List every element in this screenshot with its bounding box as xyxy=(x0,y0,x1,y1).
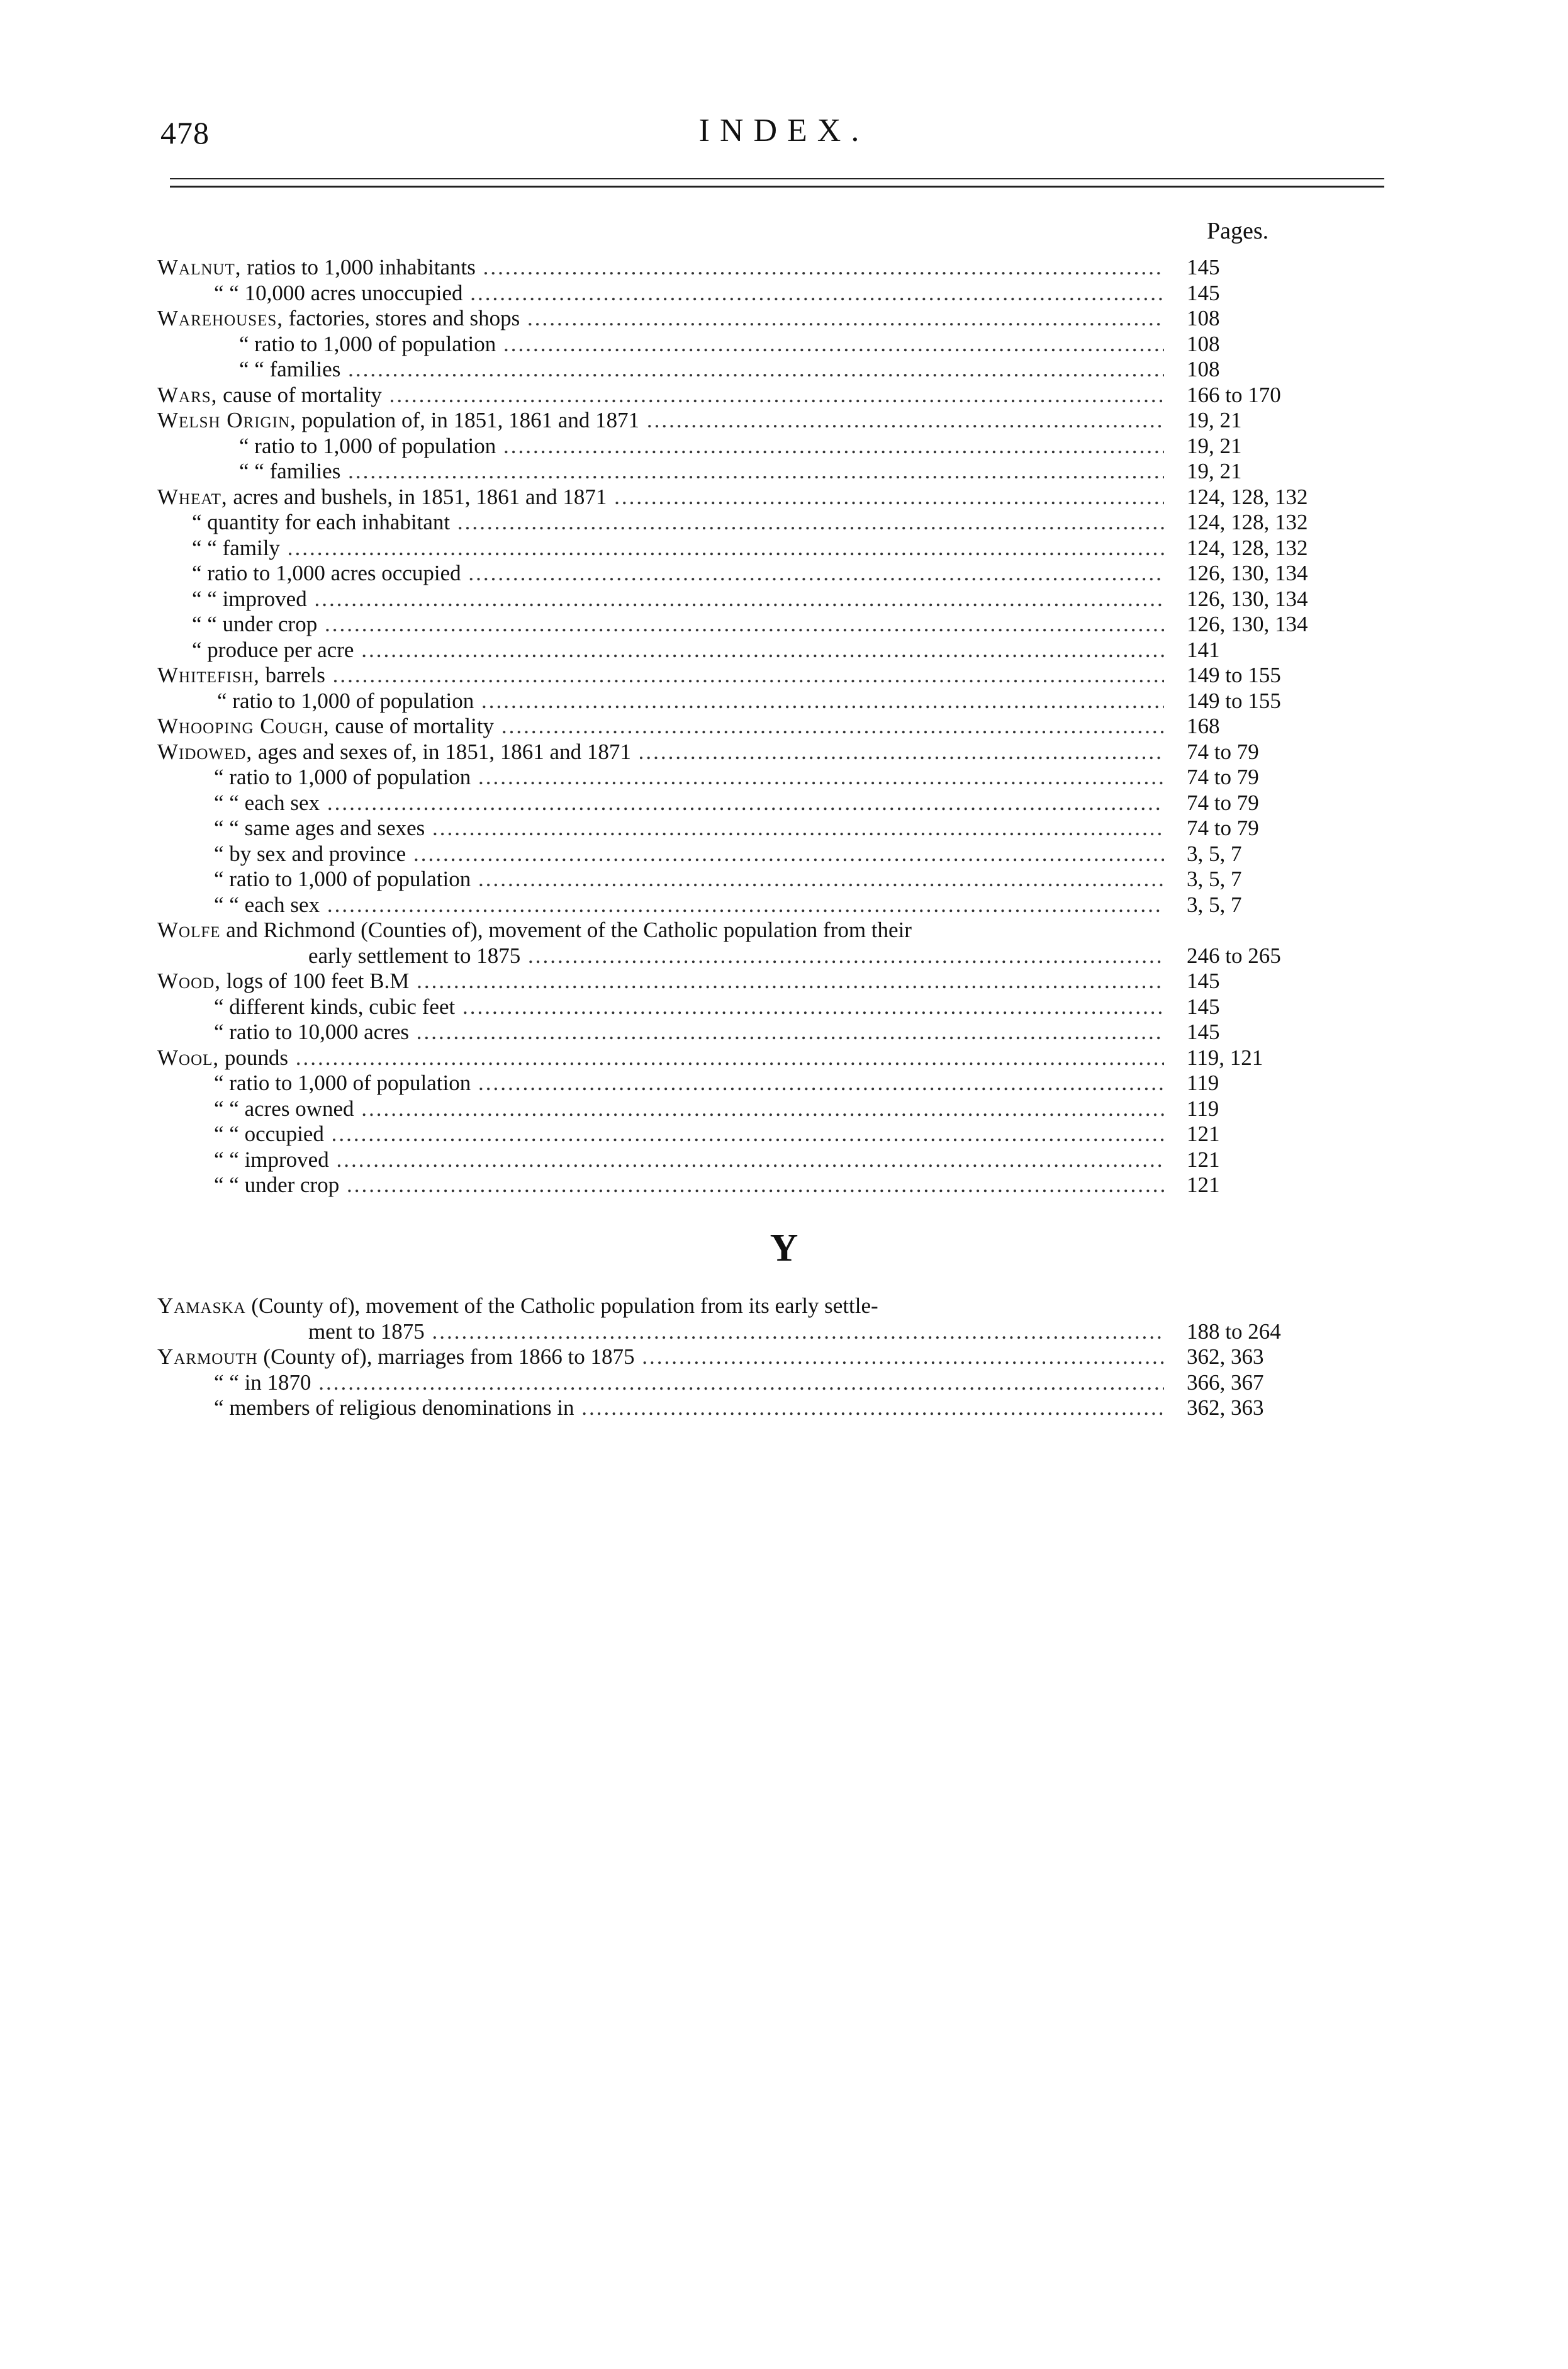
entry-text xyxy=(239,434,1164,459)
entry-subject: (County of), marriages from 1866 to 1875 xyxy=(263,1344,635,1369)
entry-pages: 124, 128, 132 xyxy=(1183,536,1375,561)
entry-pages: 74 to 79 xyxy=(1183,791,1375,816)
entry-pages: 366, 367 xyxy=(1183,1370,1375,1396)
index-entry xyxy=(157,1071,1353,1096)
entry-pages: 121 xyxy=(1183,1147,1375,1173)
entry-heading: Warehouses, xyxy=(157,306,284,330)
index-entry xyxy=(157,689,1353,714)
entry-text xyxy=(157,714,1164,740)
index-entry xyxy=(157,485,1353,510)
index-entry xyxy=(157,587,1353,612)
entry-subject: “ “ acres owned xyxy=(214,1096,354,1121)
entry-subject: “ produce per acre xyxy=(192,637,354,662)
entry-subject: “ different kinds, cubic feet xyxy=(214,994,456,1019)
entry-text xyxy=(214,892,1164,918)
entry-text xyxy=(214,1173,1164,1198)
entry-subject: “ members of religious denominations in xyxy=(214,1395,574,1420)
index-entry xyxy=(157,892,1353,918)
entry-subject: “ “ families xyxy=(239,357,341,381)
entry-subject: “ ratio to 1,000 of population xyxy=(239,433,496,458)
entry-pages: 168 xyxy=(1183,714,1375,740)
entry-subject: “ “ improved xyxy=(192,586,307,611)
entry-text xyxy=(192,561,1164,587)
entry-text xyxy=(157,408,1164,434)
index-entry xyxy=(157,306,1353,332)
index-list-w xyxy=(157,255,1353,1198)
entry-subject: “ “ each sex xyxy=(214,892,320,917)
entry-pages: 3, 5, 7 xyxy=(1183,867,1375,892)
entry-pages: 145 xyxy=(1183,1020,1375,1045)
entry-text xyxy=(214,994,1164,1020)
index-entry xyxy=(157,332,1353,357)
entry-subject: population of, in 1851, 1861 and 1871 xyxy=(301,408,640,432)
index-entry xyxy=(157,383,1353,408)
entry-heading: Whooping Cough, xyxy=(157,714,330,738)
entry-pages: 124, 128, 132 xyxy=(1183,485,1375,510)
index-entry xyxy=(157,867,1353,892)
index-entry xyxy=(157,969,1353,994)
running-title: INDEX. xyxy=(698,113,870,149)
index-entry xyxy=(157,561,1353,587)
entry-heading: Welsh Origin, xyxy=(157,408,296,432)
entry-pages: 3, 5, 7 xyxy=(1183,841,1375,867)
entry-subject: acres and bushels, in 1851, 1861 and 1871 xyxy=(233,484,607,509)
entry-subject: factories, stores and shops xyxy=(288,306,520,330)
index-entry xyxy=(157,408,1353,434)
entry-subject: cause of mortality xyxy=(335,714,495,738)
index-entry xyxy=(157,357,1353,383)
entry-subject: pounds xyxy=(224,1045,289,1070)
index-entry xyxy=(157,510,1353,536)
entry-text xyxy=(239,459,1164,485)
entry-text xyxy=(192,612,1164,638)
page-number: 478 xyxy=(160,115,210,150)
entry-subject: “ “ improved xyxy=(214,1147,329,1172)
entry-pages: 119, 121 xyxy=(1183,1045,1375,1071)
entry-pages: 108 xyxy=(1183,357,1375,383)
entry-pages: 126, 130, 134 xyxy=(1183,587,1375,612)
entry-pages: 362, 363 xyxy=(1183,1395,1375,1421)
entry-text xyxy=(157,383,1164,408)
entry-heading: Widowed, xyxy=(157,739,253,764)
entry-subject: ages and sexes of, in 1851, 1861 and 1871 xyxy=(257,739,631,764)
entry-pages: 126, 130, 134 xyxy=(1183,561,1375,587)
entry-heading: Wolfe xyxy=(157,918,221,942)
entry-subject: “ ratio to 1,000 of population xyxy=(214,1071,471,1095)
entry-text xyxy=(239,357,1164,383)
entry-pages: 74 to 79 xyxy=(1183,816,1375,841)
entry-text xyxy=(214,281,1164,307)
entry-text xyxy=(192,536,1164,561)
entry-text xyxy=(157,485,1164,510)
entry-subject: “ ratio to 1,000 of population xyxy=(214,765,471,789)
index-entry xyxy=(157,1020,1353,1045)
entry-text xyxy=(214,1096,1164,1122)
entry-heading: Wheat, xyxy=(157,484,228,509)
entry-pages: 124, 128, 132 xyxy=(1183,510,1375,536)
entry-pages: 145 xyxy=(1183,994,1375,1020)
index-entry xyxy=(157,841,1353,867)
index-entry xyxy=(157,434,1353,459)
entry-pages: 145 xyxy=(1183,969,1375,994)
entry-pages: 149 to 155 xyxy=(1183,663,1375,689)
entry-pages: 121 xyxy=(1183,1173,1375,1198)
entry-subject: “ quantity for each inhabitant xyxy=(192,510,451,534)
entry-pages: 126, 130, 134 xyxy=(1183,612,1375,638)
entry-subject: “ “ families xyxy=(239,459,341,483)
entry-text xyxy=(214,816,1164,841)
entry-pages: 19, 21 xyxy=(1183,408,1375,434)
index-entry xyxy=(157,918,1353,969)
entry-text xyxy=(157,255,1164,281)
entry-subject: barrels xyxy=(265,663,325,687)
index-entry xyxy=(157,1395,1353,1421)
index-entry xyxy=(157,281,1353,307)
index-entry xyxy=(157,791,1353,816)
entry-pages: 119 xyxy=(1183,1096,1375,1122)
entry-text xyxy=(214,1395,1164,1421)
index-entry xyxy=(157,663,1353,689)
entry-heading: Yamaska xyxy=(157,1293,246,1318)
index-entry xyxy=(157,638,1353,663)
entry-subject: “ “ same ages and sexes xyxy=(214,816,425,840)
pages-column-label: Pages. xyxy=(1207,218,1269,244)
entry-pages: 188 to 264 xyxy=(1183,1319,1375,1345)
entry-pages: 145 xyxy=(1183,281,1375,307)
section-letter-heading: Y xyxy=(770,1227,798,1269)
entry-subject: “ “ under crop xyxy=(192,612,318,636)
entry-subject: logs of 100 feet B.M xyxy=(226,969,410,993)
entry-pages: 19, 21 xyxy=(1183,434,1375,459)
entry-subject: “ “ family xyxy=(192,535,280,560)
index-entry xyxy=(157,1173,1353,1198)
entry-text xyxy=(214,841,1164,867)
entry-subject: ratios to 1,000 inhabitants xyxy=(247,255,476,279)
entry-subject: “ “ 10,000 acres unoccupied xyxy=(214,280,463,305)
index-entry xyxy=(157,612,1353,638)
entry-subject: “ ratio to 1,000 of population xyxy=(217,688,474,713)
index-entry xyxy=(157,1122,1353,1147)
entry-subject: “ ratio to 1,000 acres occupied xyxy=(192,561,461,585)
entry-heading: Wars, xyxy=(157,382,218,407)
entry-heading: Wood, xyxy=(157,969,221,993)
entry-pages: 149 to 155 xyxy=(1183,689,1375,714)
index-list-y xyxy=(157,1293,1353,1421)
entry-heading: Wool, xyxy=(157,1045,220,1070)
entry-text xyxy=(157,969,1164,994)
entry-subject: (County of), movement of the Catholic population from its early settle- xyxy=(251,1293,878,1318)
entry-subject: “ “ in 1870 xyxy=(214,1370,311,1395)
index-entry xyxy=(157,1344,1353,1370)
entry-pages: 246 to 265 xyxy=(1183,943,1375,969)
entry-pages: 362, 363 xyxy=(1183,1344,1375,1370)
entry-heading: Yarmouth xyxy=(157,1344,258,1369)
entry-continuation xyxy=(308,1319,1164,1345)
entry-text xyxy=(214,1020,1164,1045)
entry-pages: 3, 5, 7 xyxy=(1183,892,1375,918)
header-rule-top xyxy=(170,178,1384,179)
entry-continuation-text: ment to 1875 xyxy=(308,1319,425,1344)
entry-text xyxy=(217,689,1164,714)
entry-text xyxy=(157,1293,1164,1319)
entry-text xyxy=(157,740,1164,765)
entry-subject: cause of mortality xyxy=(223,382,382,407)
entry-pages: 74 to 79 xyxy=(1183,740,1375,765)
index-entry xyxy=(157,740,1353,765)
entry-text xyxy=(214,1122,1164,1147)
index-entry xyxy=(157,994,1353,1020)
entry-text xyxy=(157,306,1164,332)
entry-text xyxy=(157,663,1164,689)
index-entry xyxy=(157,459,1353,485)
index-entry xyxy=(157,1370,1353,1396)
entry-text xyxy=(214,867,1164,892)
entry-text xyxy=(214,791,1164,816)
entry-pages: 166 to 170 xyxy=(1183,383,1375,408)
entry-pages: 19, 21 xyxy=(1183,459,1375,485)
entry-subject: “ “ each sex xyxy=(214,790,320,815)
index-entry xyxy=(157,536,1353,561)
entry-text xyxy=(192,510,1164,536)
entry-text xyxy=(192,638,1164,663)
entry-subject: “ “ under crop xyxy=(214,1173,340,1197)
entry-text xyxy=(157,1045,1164,1071)
entry-text xyxy=(214,765,1164,791)
index-entry xyxy=(157,1293,1353,1344)
entry-text xyxy=(157,1344,1164,1370)
header-rule-bottom xyxy=(170,186,1384,188)
entry-text xyxy=(214,1370,1164,1396)
entry-text xyxy=(214,1071,1164,1096)
entry-continuation xyxy=(308,943,1164,969)
entry-pages: 119 xyxy=(1183,1071,1375,1096)
entry-text xyxy=(192,587,1164,612)
entry-subject: “ ratio to 10,000 acres xyxy=(214,1020,410,1044)
entry-pages: 121 xyxy=(1183,1122,1375,1147)
entry-pages: 74 to 79 xyxy=(1183,765,1375,791)
index-entry xyxy=(157,1045,1353,1071)
entry-continuation-text: early settlement to 1875 xyxy=(308,943,521,968)
entry-text xyxy=(157,918,1164,943)
entry-text xyxy=(239,332,1164,357)
entry-pages: 108 xyxy=(1183,306,1375,332)
index-entry xyxy=(157,1147,1353,1173)
entry-pages: 108 xyxy=(1183,332,1375,357)
entry-subject: and Richmond (Counties of), movement of the Catholic population from their xyxy=(226,918,912,942)
entry-pages: 141 xyxy=(1183,638,1375,663)
entry-pages: 145 xyxy=(1183,255,1375,281)
entry-text xyxy=(214,1147,1164,1173)
entry-subject: “ by sex and province xyxy=(214,841,406,866)
entry-subject: “ “ occupied xyxy=(214,1122,324,1146)
index-entry xyxy=(157,816,1353,841)
index-entry xyxy=(157,1096,1353,1122)
entry-heading: Whitefish, xyxy=(157,663,260,687)
index-entry xyxy=(157,255,1353,281)
entry-subject: “ ratio to 1,000 of population xyxy=(214,867,471,891)
entry-heading: Walnut, xyxy=(157,255,242,279)
entry-subject: “ ratio to 1,000 of population xyxy=(239,331,496,356)
index-entry xyxy=(157,765,1353,791)
index-entry xyxy=(157,714,1353,740)
